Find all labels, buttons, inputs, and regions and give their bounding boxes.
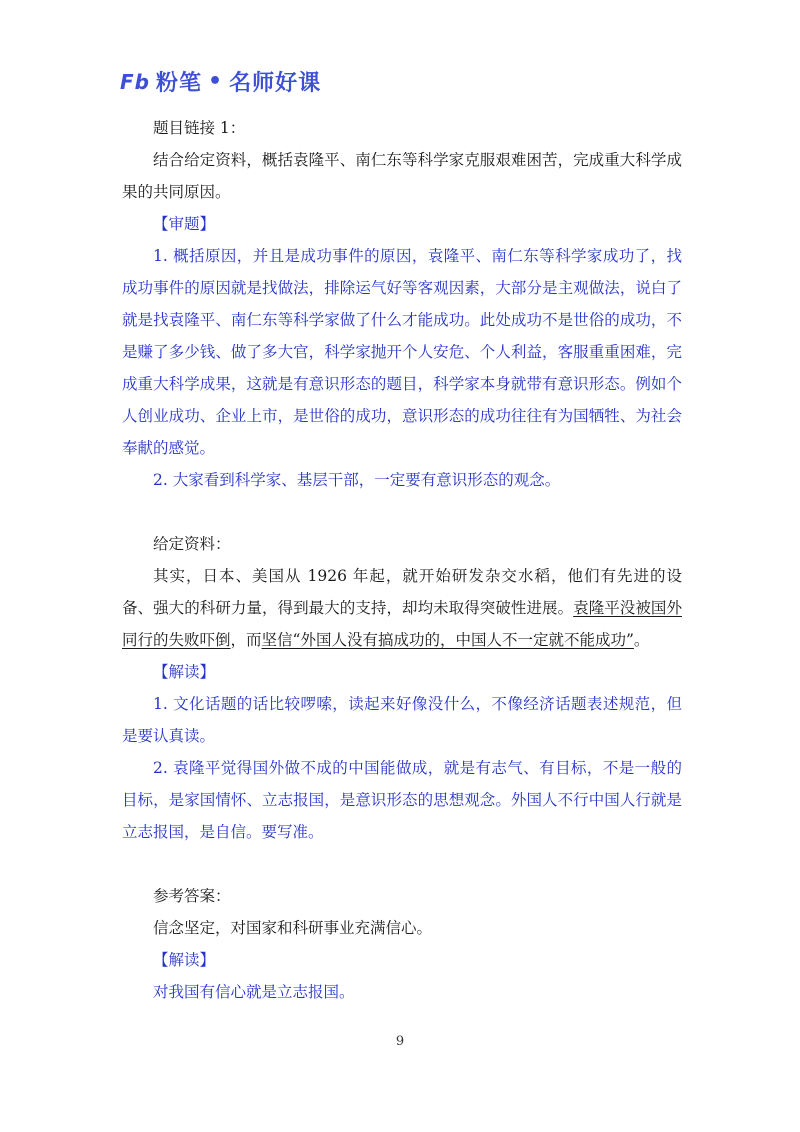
material-plain: 其实，日本、美国从 1926 年起，就开始研发杂交水稻，他们有先进的设备、强大的科研力量，得到最大的支持，却均未取得突破性进展。 — [122, 567, 682, 617]
question-heading: 题目链接 1： — [153, 119, 246, 137]
brand-separator: • — [208, 69, 224, 94]
material-heading: 给定资料： — [153, 535, 231, 553]
interpret-tag-2: 【解读】 — [153, 951, 216, 969]
review-point-2: 2. 大家看到科学家、基层干部，一定要有意识形态的观念。 — [153, 471, 561, 489]
interpret-point-1: 1. 文化话题的话比较啰嗦，读起来好像没什么，不像经济话题表述规范，但是要认真读。 — [122, 695, 682, 745]
interpret-tag-1: 【解读】 — [153, 663, 216, 681]
answer-heading: 参考答案： — [153, 887, 231, 905]
material-underline-1: 袁隆平没被国外同行的失败吓倒 — [122, 599, 682, 649]
brand-logo — [118, 66, 321, 97]
interpret-text-2: 对我国有信心就是立志报国。 — [153, 983, 355, 1001]
material-text — [122, 560, 682, 656]
interpret-point-2: 2. 袁隆平觉得国外做不成的中国能做成，就是有志气、有目标，不是一般的目标，是家国情怀、立志报国，是意识形态的思想观念。外国人不行中国人行就是立志报国，是自信。要写准。 — [122, 759, 682, 841]
answer-text: 信念坚定，对国家和科研事业充满信心。 — [153, 919, 433, 937]
fenbi-logo-icon: Fb — [120, 69, 150, 94]
brand-name: 粉笔 — [156, 71, 203, 96]
review-tag: 【审题】 — [153, 215, 216, 233]
material-underline-2: 坚信“外国人没有搞成功的，中国人不一定就不能成功” — [261, 631, 634, 649]
spacer — [122, 496, 682, 528]
material-end: 。 — [633, 631, 650, 649]
spacer — [122, 848, 682, 880]
document-body — [122, 112, 682, 1008]
review-point-1: 1. 概括原因，并且是成功事件的原因，袁隆平、南仁东等科学家成功了，找成功事件的原因就是找做法，排除运气好等客观因素，大部分是主观做法，说白了就是找袁隆平、南仁东等科学家做了什么才能成功。此处成功不是世俗的成功，不是赚了多少钱、做了多大官，科学家抛开个人安危、个人利益，客服重重困难，完成重大科学成果，这就是有意识形态的题目，科学家本身就带有意识形态。例如个人创业成功、企业上市，是世俗的成功，意识形态的成功往往有为国牺牲、为社会奉献的感觉。 — [122, 247, 682, 457]
question-text: 结合给定资料，概括袁隆平、南仁东等科学家克服艰难困苦，完成重大科学成果的共同原因。 — [122, 151, 682, 201]
brand-slogan: 名师好课 — [229, 71, 322, 96]
page-number: 9 — [395, 1034, 405, 1049]
material-mid: ，而 — [230, 631, 262, 649]
